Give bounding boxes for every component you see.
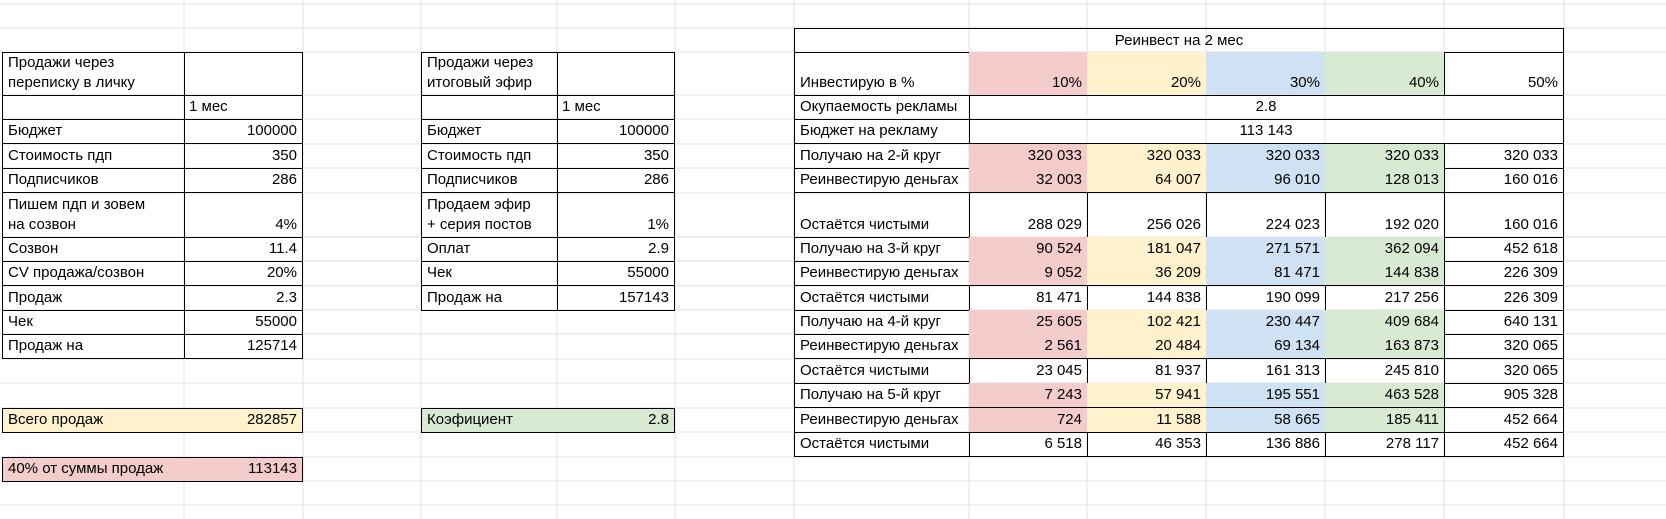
reinvest-row-value[interactable]: 36 209 (1087, 261, 1207, 286)
reinvest-row-value[interactable]: 320 033 (1206, 144, 1326, 169)
reinvest-row-label[interactable]: Реинвестирую деньгах (794, 168, 970, 193)
reinvest-row-value[interactable]: 463 528 (1325, 383, 1445, 408)
reinvest-row-label[interactable]: Получаю на 2-й круг (794, 144, 970, 169)
reinvest-row-value[interactable]: 320 033 (1087, 144, 1207, 169)
middle-row-label[interactable]: Стоимость пдп (421, 144, 558, 169)
reinvest-row-label[interactable]: Остаётся чистыми (794, 432, 970, 457)
reinvest-row-value[interactable]: 288 029 (969, 193, 1088, 238)
middle-month-label-empty[interactable] (421, 95, 558, 120)
reinvest-row-value[interactable]: 362 094 (1325, 237, 1445, 262)
middle-row-label[interactable]: Подписчиков (421, 168, 558, 193)
middle-row-value[interactable]: 350 (557, 144, 675, 169)
left-month-label[interactable]: 1 мес (184, 95, 303, 120)
reinvest-row-value[interactable]: 144 838 (1325, 261, 1445, 286)
reinvest-row-value[interactable]: 102 421 (1087, 310, 1207, 335)
reinvest-row-label[interactable]: Реинвестирую деньгах (794, 261, 970, 286)
middle-row-label[interactable]: Оплат (421, 237, 558, 262)
middle-row-label[interactable]: Чек (421, 261, 558, 286)
reinvest-row-value[interactable]: 256 026 (1087, 193, 1207, 238)
reinvest-row-value[interactable]: 2 561 (969, 334, 1088, 359)
left-table-header[interactable]: Продажи через переписку в личку (2, 52, 185, 96)
left-row-label[interactable]: Продаж на (2, 334, 185, 359)
reinvest-row-value[interactable]: 217 256 (1325, 286, 1445, 311)
invest-percent-40[interactable]: 40% (1325, 52, 1445, 96)
reinvest-row-value[interactable]: 90 524 (969, 237, 1088, 262)
reinvest-row-value[interactable]: 320 033 (969, 144, 1088, 169)
left-row-value[interactable]: 11.4 (184, 237, 303, 262)
invest-percent-20[interactable]: 20% (1087, 52, 1207, 96)
reinvest-row-value[interactable]: 144 838 (1087, 286, 1207, 311)
left-table-header-empty[interactable] (184, 52, 303, 96)
reinvest-row-value[interactable]: 81 471 (1206, 261, 1326, 286)
left-month-label-empty[interactable] (2, 95, 185, 120)
middle-row-value[interactable]: 286 (557, 168, 675, 193)
reinvest-row-value[interactable]: 161 313 (1206, 359, 1326, 384)
reinvest-row-value[interactable]: 640 131 (1444, 310, 1564, 335)
ad-budget-label[interactable]: Бюджет на рекламу (794, 119, 970, 144)
reinvest-row-value[interactable]: 58 665 (1206, 408, 1326, 433)
middle-row-value[interactable]: 2.9 (557, 237, 675, 262)
total-sales-label[interactable]: Всего продаж (2, 408, 185, 433)
left-row-label[interactable]: CV продажа/созвон (2, 261, 185, 286)
left-row-label[interactable]: Продаж (2, 286, 185, 311)
reinvest-row-value[interactable]: 181 047 (1087, 237, 1207, 262)
reinvest-row-label[interactable]: Получаю на 4-й круг (794, 310, 970, 335)
middle-row-value[interactable]: 1% (557, 193, 675, 238)
left-row-value[interactable]: 55000 (184, 310, 303, 335)
left-row-value[interactable]: 2.3 (184, 286, 303, 311)
reinvest-row-value[interactable]: 7 243 (969, 383, 1088, 408)
reinvest-row-value[interactable]: 163 873 (1325, 334, 1445, 359)
reinvest-row-value[interactable]: 226 309 (1444, 261, 1564, 286)
reinvest-row-value[interactable]: 185 411 (1325, 408, 1445, 433)
reinvest-row-value[interactable]: 452 664 (1444, 432, 1564, 457)
invest-percent-30[interactable]: 30% (1206, 52, 1326, 96)
reinvest-row-value[interactable]: 452 664 (1444, 408, 1564, 433)
reinvest-row-value[interactable]: 69 134 (1206, 334, 1326, 359)
left-row-value[interactable]: 20% (184, 261, 303, 286)
middle-month-label[interactable]: 1 мес (557, 95, 675, 120)
left-row-value[interactable]: 4% (184, 193, 303, 238)
reinvest-row-value[interactable]: 9 052 (969, 261, 1088, 286)
reinvest-row-value[interactable]: 6 518 (969, 432, 1088, 457)
left-row-label[interactable]: Бюджет (2, 119, 185, 144)
middle-row-label[interactable]: Продаем эфир + серия постов (421, 193, 558, 238)
invest-percent-50[interactable]: 50% (1444, 52, 1564, 96)
left-row-label[interactable]: Стоимость пдп (2, 144, 185, 169)
reinvest-row-value[interactable]: 905 328 (1444, 383, 1564, 408)
reinvest-row-value[interactable]: 230 447 (1206, 310, 1326, 335)
reinvest-row-label[interactable]: Остаётся чистыми (794, 193, 970, 238)
coefficient-label[interactable]: Коэфициент (421, 408, 558, 433)
reinvest-row-value[interactable]: 25 605 (969, 310, 1088, 335)
left-row-label[interactable]: Созвон (2, 237, 185, 262)
reinvest-row-value[interactable]: 320 065 (1444, 359, 1564, 384)
left-row-label[interactable]: Пишем пдп и зовем на созвон (2, 193, 185, 238)
reinvest-row-value[interactable]: 64 007 (1087, 168, 1207, 193)
middle-row-label[interactable]: Продаж на (421, 286, 558, 311)
reinvest-row-value[interactable]: 57 941 (1087, 383, 1207, 408)
reinvest-row-value[interactable]: 452 618 (1444, 237, 1564, 262)
invest-percent-10[interactable]: 10% (969, 52, 1088, 96)
reinvest-row-label[interactable]: Остаётся чистыми (794, 359, 970, 384)
reinvest-row-value[interactable]: 224 023 (1206, 193, 1326, 238)
total-sales-value[interactable]: 282857 (184, 408, 303, 433)
reinvest-row-value[interactable]: 724 (969, 408, 1088, 433)
middle-row-label[interactable]: Бюджет (421, 119, 558, 144)
reinvest-row-value[interactable]: 136 886 (1206, 432, 1326, 457)
reinvest-row-value[interactable]: 195 551 (1206, 383, 1326, 408)
ad-budget-value[interactable]: 113 143 (969, 119, 1564, 144)
reinvest-row-value[interactable]: 32 003 (969, 168, 1088, 193)
reinvest-row-value[interactable]: 271 571 (1206, 237, 1326, 262)
payback-label[interactable]: Окупаемость рекламы (794, 95, 970, 120)
percent-of-sales-label[interactable]: 40% от суммы продаж (2, 457, 185, 482)
reinvest-row-value[interactable]: 192 020 (1325, 193, 1445, 238)
reinvest-row-value[interactable]: 23 045 (969, 359, 1088, 384)
left-row-value[interactable]: 286 (184, 168, 303, 193)
reinvest-row-value[interactable]: 409 684 (1325, 310, 1445, 335)
left-row-label[interactable]: Чек (2, 310, 185, 335)
reinvest-row-value[interactable]: 81 937 (1087, 359, 1207, 384)
middle-row-value[interactable]: 55000 (557, 261, 675, 286)
reinvest-row-label[interactable]: Получаю на 3-й круг (794, 237, 970, 262)
reinvest-row-label[interactable]: Реинвестирую деньгах (794, 408, 970, 433)
percent-of-sales-value[interactable]: 113143 (184, 457, 303, 482)
reinvest-row-value[interactable]: 245 810 (1325, 359, 1445, 384)
left-row-value[interactable]: 350 (184, 144, 303, 169)
reinvest-row-value[interactable]: 320 033 (1444, 144, 1564, 169)
reinvest-row-value[interactable]: 160 016 (1444, 168, 1564, 193)
reinvest-row-label[interactable]: Получаю на 5-й круг (794, 383, 970, 408)
reinvest-row-value[interactable]: 96 010 (1206, 168, 1326, 193)
middle-row-value[interactable]: 100000 (557, 119, 675, 144)
reinvest-row-value[interactable]: 278 117 (1325, 432, 1445, 457)
reinvest-row-value[interactable]: 160 016 (1444, 193, 1564, 238)
middle-row-value[interactable]: 157143 (557, 286, 675, 311)
reinvest-row-value[interactable]: 81 471 (969, 286, 1088, 311)
left-row-label[interactable]: Подписчиков (2, 168, 185, 193)
left-row-value[interactable]: 125714 (184, 334, 303, 359)
reinvest-row-value[interactable]: 11 588 (1087, 408, 1207, 433)
payback-value[interactable]: 2.8 (969, 95, 1564, 120)
coefficient-value[interactable]: 2.8 (557, 408, 675, 433)
reinvest-row-value[interactable]: 320 065 (1444, 334, 1564, 359)
reinvest-title[interactable]: Реинвест на 2 мес (794, 28, 1564, 53)
reinvest-row-value[interactable]: 190 099 (1206, 286, 1326, 311)
reinvest-row-value[interactable]: 20 484 (1087, 334, 1207, 359)
reinvest-row-value[interactable]: 46 353 (1087, 432, 1207, 457)
invest-percent-label[interactable]: Инвестирую в % (794, 52, 970, 96)
reinvest-row-label[interactable]: Реинвестирую деньгах (794, 334, 970, 359)
reinvest-row-label[interactable]: Остаётся чистыми (794, 286, 970, 311)
middle-table-header[interactable]: Продажи через итоговый эфир (421, 52, 558, 96)
reinvest-row-value[interactable]: 128 013 (1325, 168, 1445, 193)
reinvest-row-value[interactable]: 320 033 (1325, 144, 1445, 169)
reinvest-row-value[interactable]: 226 309 (1444, 286, 1564, 311)
middle-table-header-empty[interactable] (557, 52, 675, 96)
left-row-value[interactable]: 100000 (184, 119, 303, 144)
